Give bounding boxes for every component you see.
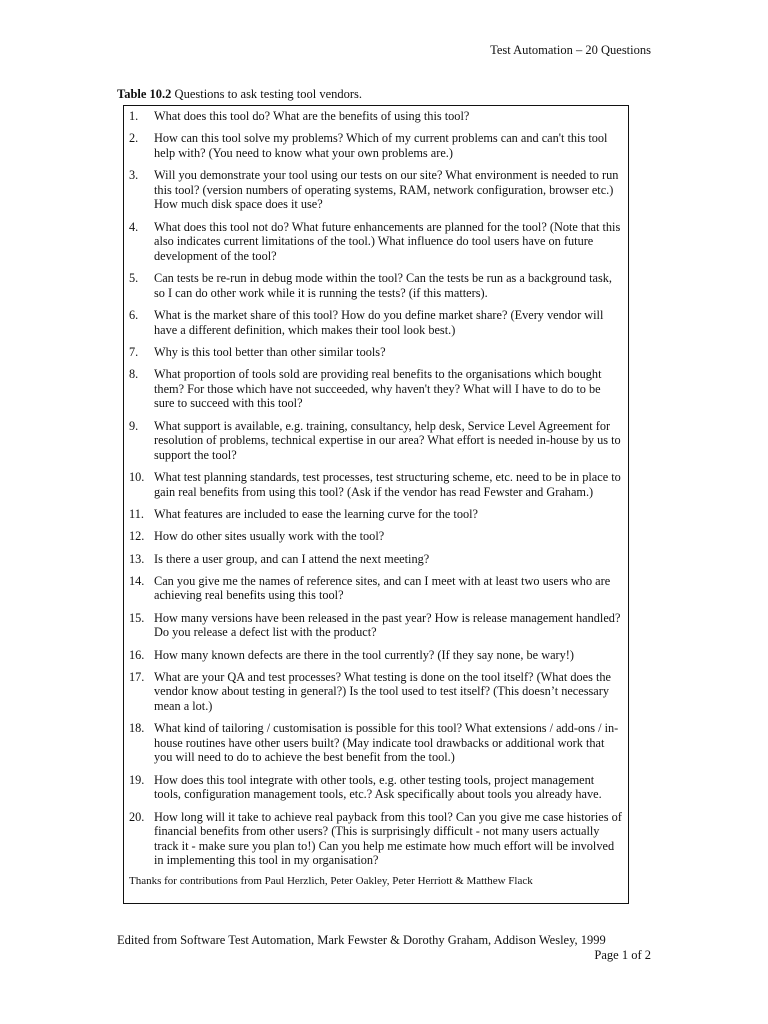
question-number: 17. — [129, 669, 145, 684]
question-number: 8. — [129, 367, 139, 382]
question-item — [129, 810, 624, 868]
question-item — [129, 552, 624, 567]
question-number: 9. — [129, 418, 139, 433]
question-item — [129, 529, 624, 544]
question-item — [129, 773, 624, 802]
question-text: What kind of tailoring / customisation is possible for this tool? What extensions / add-ons / in-house routines have other users built? (May indicate tool drawbacks or additional work that you will need to do to achieve the best benefit from the tool.) — [154, 721, 619, 765]
question-number: 5. — [129, 271, 139, 286]
question-number: 16. — [129, 647, 145, 662]
question-text: How many known defects are there in the tool currently? (If they say none, be wary!) — [154, 647, 574, 662]
question-item — [129, 220, 624, 264]
question-item — [129, 507, 624, 522]
question-text: Why is this tool better than other similar tools? — [154, 344, 386, 359]
question-item — [129, 721, 624, 765]
question-number: 7. — [129, 344, 139, 359]
question-item — [129, 419, 624, 463]
question-item — [129, 574, 624, 603]
question-number: 11. — [129, 506, 144, 521]
question-text: What does this tool not do? What future enhancements are planned for the tool? (Note that this also indicates current limitations of the tool.) What influence do tool users have on future development of the tool? — [154, 219, 621, 263]
question-item — [129, 670, 624, 714]
question-item — [129, 367, 624, 411]
question-number: 6. — [129, 307, 139, 322]
question-number: 15. — [129, 610, 145, 625]
questions-table — [123, 105, 629, 904]
question-text: How long will it take to achieve real payback from this tool? Can you give me case histories of financial benefits from other users? (This is surprisingly difficult - not many users actually track it - make sure you plan to!) Can you help me estimate how much effort will be involved in implementing this tool in my organisation? — [154, 809, 622, 868]
question-item — [129, 648, 624, 663]
running-header: Test Automation – 20 Questions — [490, 43, 651, 57]
question-text: What support is available, e.g. training, consultancy, help desk, Service Level Agreement for resolution of problems, technical expertise in our area? What effort is needed in-house by us to support the tool? — [154, 418, 621, 462]
question-text: Can you give me the names of reference sites, and can I meet with at least two users who are achieving real benefits using this tool? — [154, 573, 611, 603]
question-number: 18. — [129, 721, 145, 736]
question-item — [129, 109, 624, 124]
question-item — [129, 470, 624, 499]
question-number: 4. — [129, 219, 139, 234]
question-text: What are your QA and test processes? What testing is done on the tool itself? (What does the vendor know about testing in general?) Is the tool used to test itself? (This doesn’t necessary mean a lot.) — [154, 669, 612, 713]
question-text: What does this tool do? What are the benefits of using this tool? — [154, 109, 470, 123]
question-text: What proportion of tools sold are providing real benefits to the organisations which bought them? For those which have not succeeded, why haven't they? What will I have to do to be sure to succeed with this tool? — [154, 367, 602, 411]
question-item — [129, 611, 624, 640]
question-number: 19. — [129, 772, 145, 787]
question-number: 12. — [129, 529, 145, 544]
page-number: Page 1 of 2 — [594, 948, 651, 962]
question-text: How can this tool solve my problems? Which of my current problems can and can't this tool help with? (You need to know what your own problems are.) — [154, 131, 608, 160]
question-text: What test planning standards, test processes, test structuring scheme, etc. need to be in place to gain real benefits from using this tool? (Ask if the vendor has read Fewster and Graham.) — [154, 470, 621, 499]
question-text: Can tests be re-run in debug mode within the tool? Can the tests be run as a background task, so I can do other work while it is running the tests? (if this matters). — [154, 271, 612, 300]
table-caption-label: Table 10.2 — [117, 87, 172, 101]
acknowledgements: Thanks for contributions from Paul Herzlich, Peter Oakley, Peter Herriott & Matthew Flack — [129, 874, 533, 887]
question-text: What features are included to ease the learning curve for the tool? — [154, 506, 479, 521]
question-number: 13. — [129, 551, 145, 566]
question-text: Will you demonstrate your tool using our tests on our site? What environment is needed to run this tool? (version numbers of operating systems, RAM, network configuration, browser etc.) How much disk space does it use? — [154, 168, 619, 212]
question-text: How does this tool integrate with other tools, e.g. other testing tools, project management tools, configuration management tools, etc.? Ask specifically about tools you already have. — [154, 772, 602, 802]
table-caption-text: Questions to ask testing tool vendors. — [174, 87, 363, 101]
question-number: 3. — [129, 168, 139, 183]
question-number: 10. — [129, 470, 145, 485]
question-text: How many versions have been released in the past year? How is release management handled? Do you release a defect list with the product? — [154, 610, 621, 640]
question-text: Is there a user group, and can I attend the next meeting? — [154, 551, 430, 566]
questions-list — [129, 109, 624, 868]
question-item — [129, 271, 624, 300]
question-item — [129, 168, 624, 212]
question-item — [129, 345, 624, 360]
footer-credit: Edited from Software Test Automation, Mark Fewster & Dorothy Graham, Addison Wesley, 1999 — [117, 933, 606, 947]
question-item — [129, 131, 624, 160]
question-number: 20. — [129, 809, 145, 824]
question-item — [129, 308, 624, 337]
question-text: How do other sites usually work with the tool? — [154, 529, 385, 544]
question-number: 1. — [129, 109, 139, 123]
table-caption — [117, 86, 362, 102]
question-number: 14. — [129, 573, 145, 588]
question-text: What is the market share of this tool? How do you define market share? (Every vendor will have a different definition, which makes their tool look best.) — [154, 307, 604, 337]
question-number: 2. — [129, 131, 139, 146]
